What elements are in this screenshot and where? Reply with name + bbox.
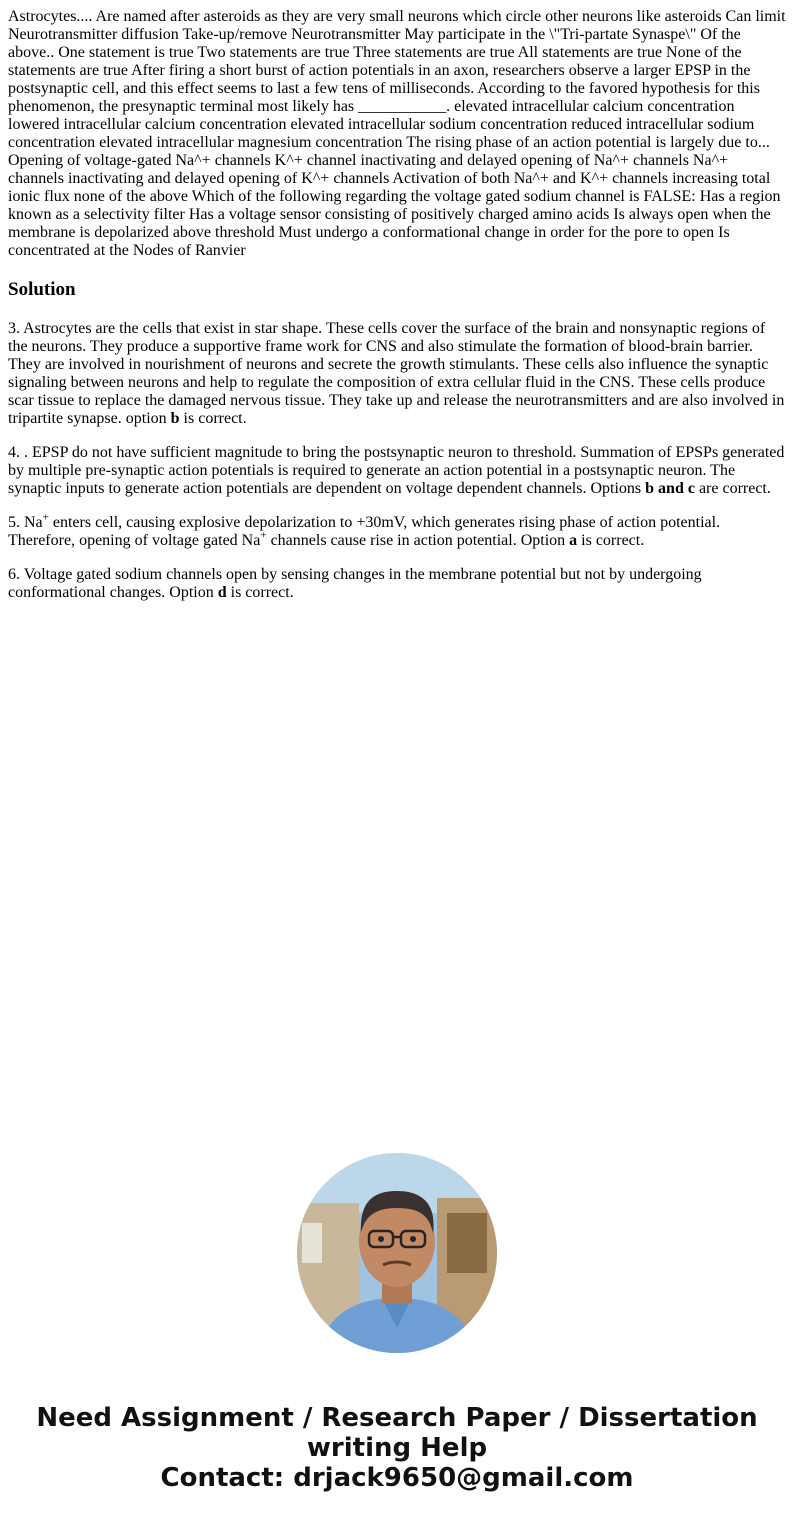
footer-contact: Contact: drjack9650@gmail.com <box>160 1463 634 1493</box>
answer-6-text: 6. Voltage gated sodium channels open by sensing changes in the membrane potential but not by undergoing conformational changes. Option <box>8 566 702 601</box>
person-portrait-icon <box>297 1153 497 1353</box>
answer-4-text: 4. . EPSP do not have sufficient magnitude to bring the postsynaptic neuron to threshold. Summation of EPSPs generated by multiple pre-synaptic action potentials is required to generate an action potential in a postsynaptic neuron. The synaptic inputs to generate action potentials are dependent on voltage dependent channels. Options <box>8 444 785 497</box>
answer-5-part2: enters cell, causing explosive depolarization to +30mV, which generates rising phase of action potential. Therefore, opening of voltage gated Na <box>8 514 721 549</box>
answer-6 <box>8 566 786 602</box>
answer-5-sup2: + <box>260 529 267 542</box>
answer-5-option: a <box>569 532 578 549</box>
answer-5-sup1: + <box>42 511 49 524</box>
answer-3-option: b <box>170 410 180 427</box>
answer-5 <box>8 511 786 550</box>
avatar <box>297 1153 497 1353</box>
answer-5-part3: channels cause rise in action potential. Option <box>266 532 570 549</box>
answer-5-tail: is correct. <box>577 532 645 549</box>
answer-4-tail: are correct. <box>694 480 771 497</box>
footer-line-1: Need Assignment / Research Paper / Dissertation <box>36 1403 758 1433</box>
footer-line-2: writing Help <box>306 1433 488 1463</box>
answer-3-text: 3. Astrocytes are the cells that exist in star shape. These cells cover the surface of the brain and nonsynaptic regions of the neurons. They produce a supportive frame work for CNS and also stimulate the formation of blood-brain barrier. They are involved in nourishment of neurons and secrete the growth stimulants. These cells also influence the synaptic signaling between neurons and help to regulate the composition of extra cellular fluid in the CNS. These cells produce scar tissue to replace the damaged nervous tissue. They take up and release the neurotransmitters and are also involved in tripartite synapse. option <box>8 320 785 427</box>
answer-4-option: b and c <box>645 480 695 497</box>
answer-6-option: d <box>217 584 227 601</box>
answer-3-tail: is correct. <box>179 410 247 427</box>
answer-6-tail: is correct. <box>226 584 294 601</box>
document-body <box>8 8 786 618</box>
solution-heading: Solution <box>8 279 76 300</box>
answer-5-part1: 5. Na <box>8 514 43 531</box>
question-text: Astrocytes.... Are named after asteroids as they are very small neurons which circle other neurons like asteroids Can limit Neurotransmitter diffusion Take-up/remove Neurotransmitter May participate in the \"Tri-partate Synaspe\" Of the above.. One statement is true Two statements are true Three statements are true All statements are true None of the statements are true After firing a short burst of action potentials in an axon, researchers observe a larger EPSP in the postsynaptic cell, and this effect seems to last a few tens of milliseconds. According to the favored hypothesis for this phenomenon, the presynaptic terminal most likely has ___________. elevated intracellular calcium concentration lowered intracellular calcium concentration elevated intracellular sodium concentration reduced intracellular sodium concentration elevated intracellular magnesium concentration The rising phase of an action potential is largely due to... Opening of voltage-gated Na^+ channels K^+ channel inactivating and delayed opening of Na^+ channels Na^+ channels inactivating and delayed opening of K^+ channels Activation of both Na^+ and K^+ channels increasing total ionic flux none of the above Which of the following regarding the voltage gated sodium channel is FALSE: Has a region known as a selectivity filter Has a voltage sensor consisting of positively charged amino acids Is always open when the membrane is depolarized above threshold Must undergo a conformational change in order for the pore to open Is concentrated at the Nodes of Ranvier <box>8 8 786 259</box>
answer-3 <box>8 320 786 428</box>
answer-4 <box>8 444 786 498</box>
footer-promo <box>0 1403 794 1493</box>
